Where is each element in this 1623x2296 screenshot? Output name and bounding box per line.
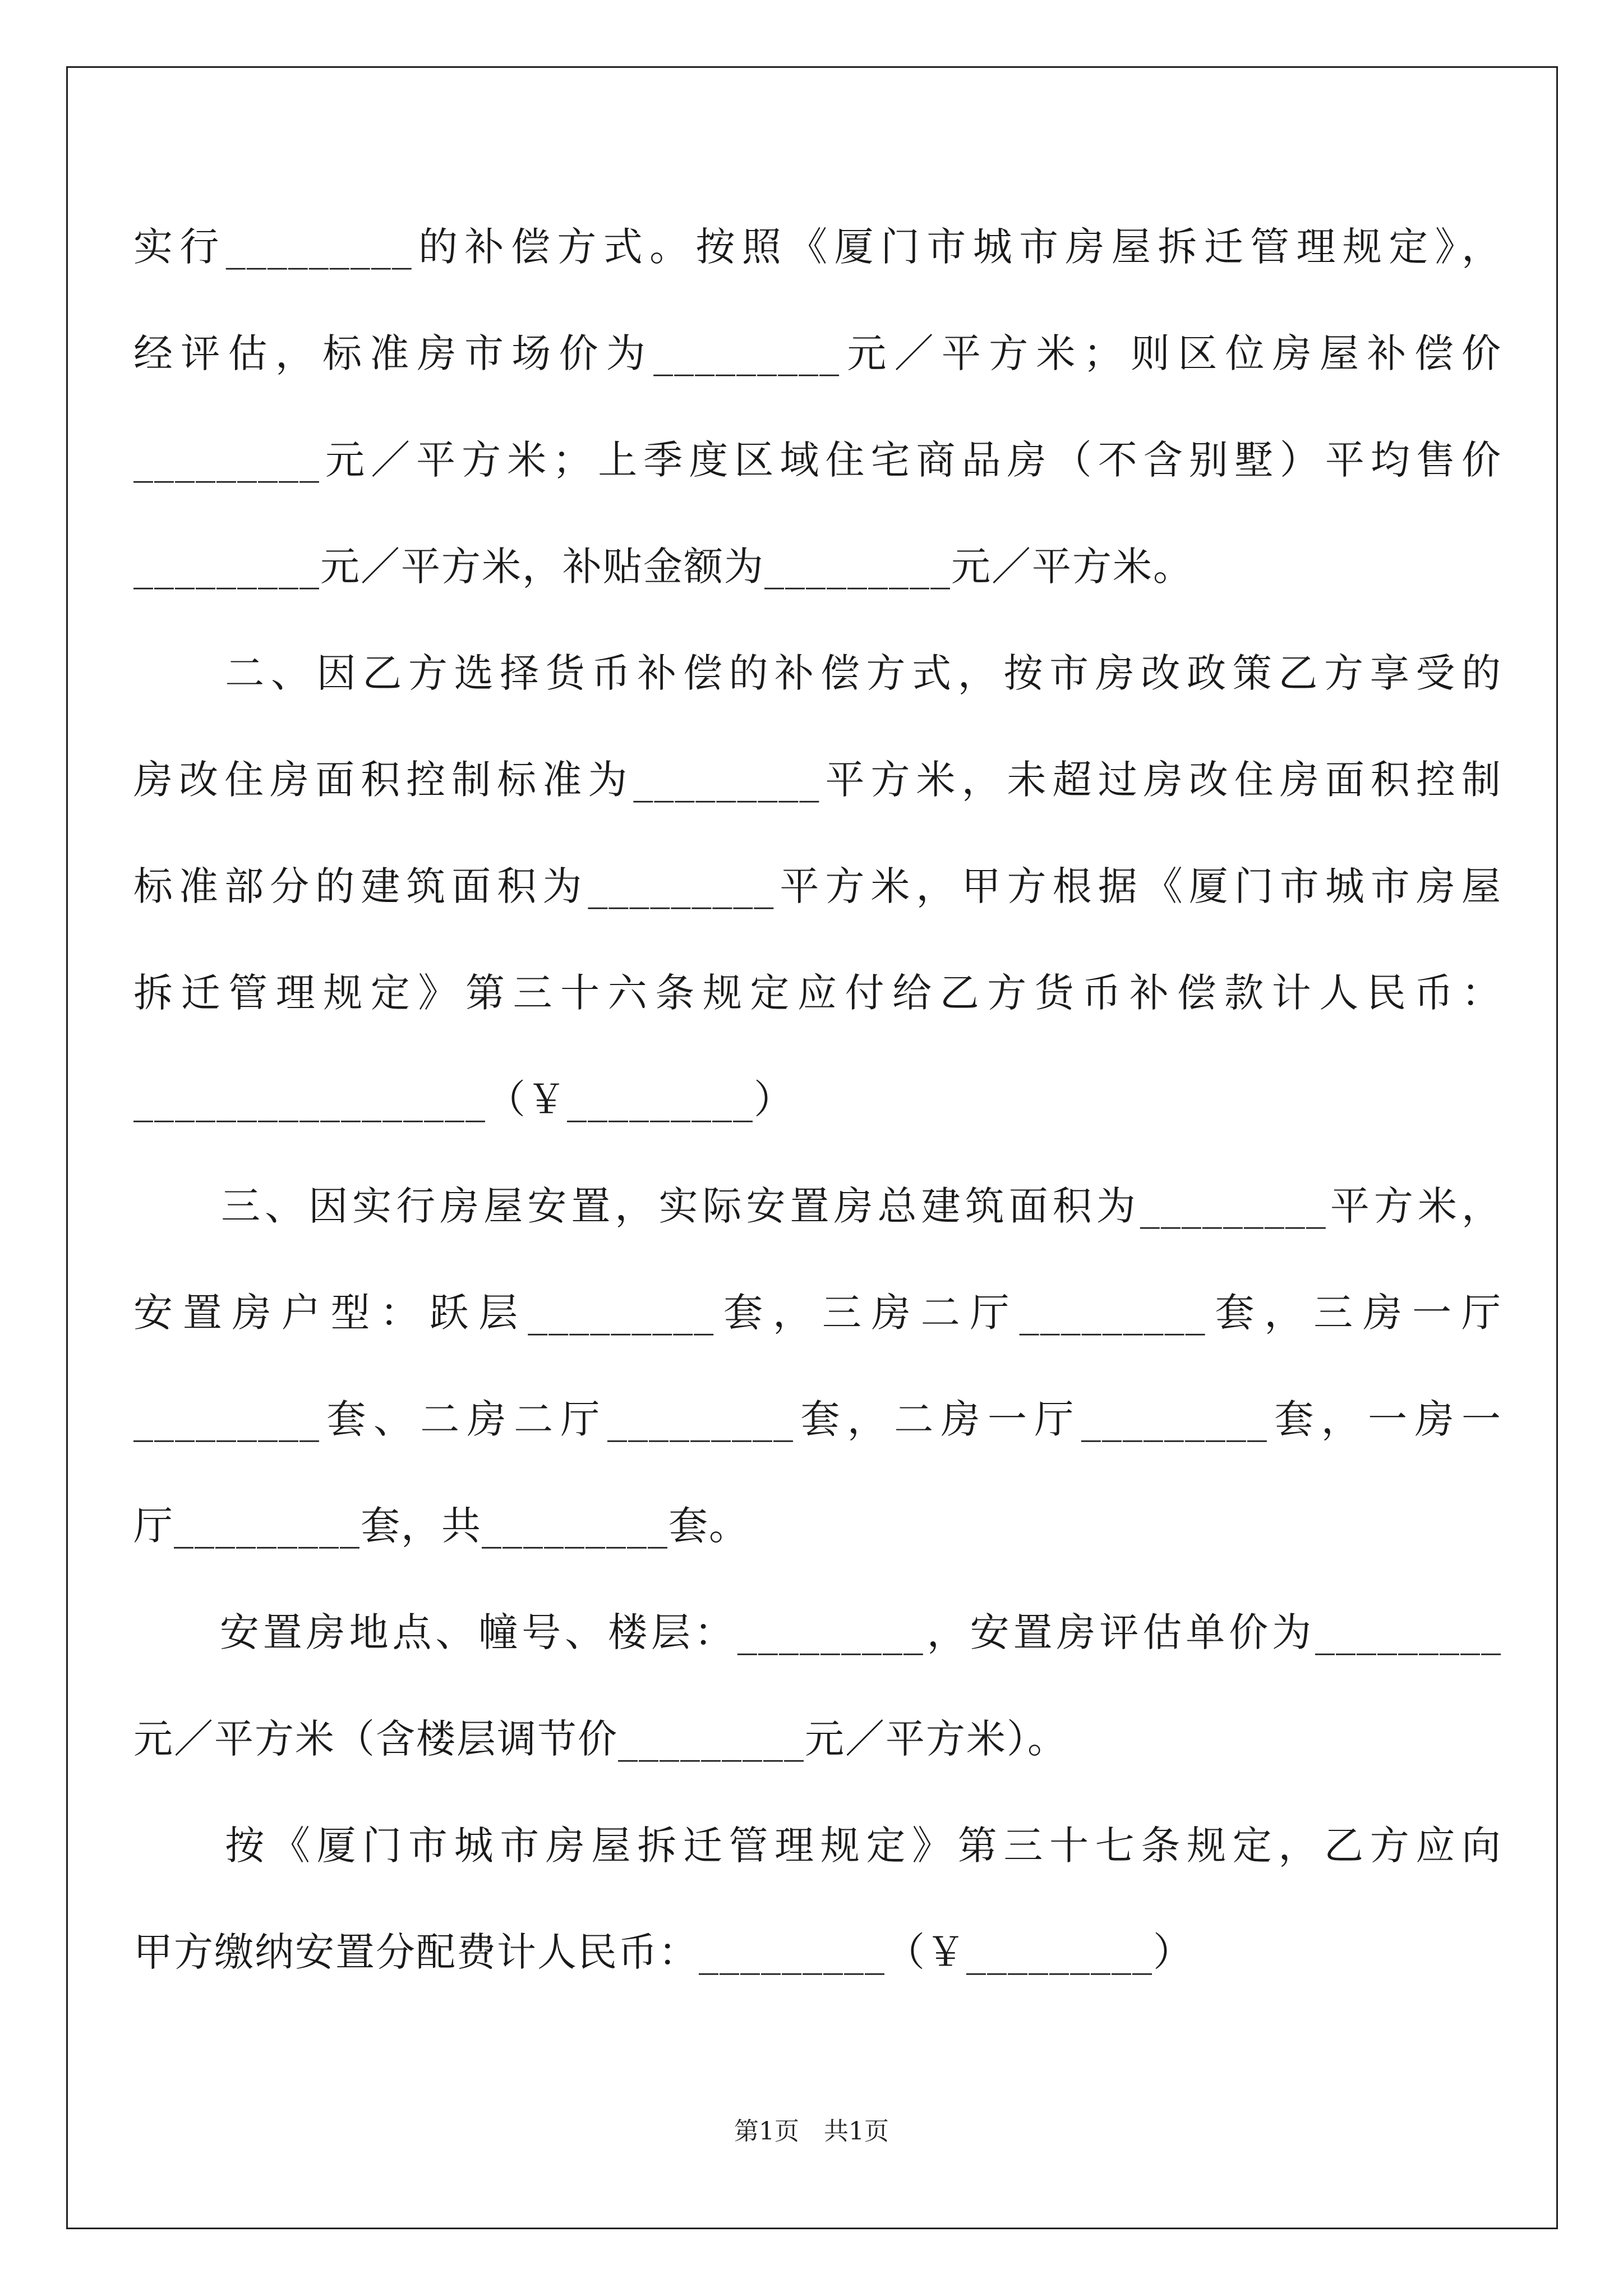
- text-line: 按《厦门市城市房屋拆迁管理规定》第三十七条规定，乙方应向: [133, 1823, 1502, 1869]
- text-line: 元／平方米（含楼层调节价_________元／平方米）。: [133, 1716, 1068, 1762]
- text-line: _________元／平方米，补贴金额为_________元／平方米。: [133, 544, 1193, 590]
- text-line: 标准部分的建筑面积为_________平方米，甲方根据《厦门市城市房屋: [133, 863, 1502, 909]
- text-line: _________元／平方米；上季度区域住宅商品房（不含别墅）平均售价: [133, 437, 1502, 483]
- page-number: 第1页 共1页: [734, 2117, 889, 2146]
- text-line: 三、因实行房屋安置，实际安置房总建筑面积为_________平方米，: [133, 1183, 1502, 1229]
- text-line: 安置房户型：跃层_________套，三房二厅_________套，三房一厅: [133, 1290, 1502, 1336]
- page-border: [66, 66, 1558, 2229]
- text-line: 甲方缴纳安置分配费计人民币：_________（￥_________）: [133, 1929, 1193, 1975]
- text-line: _________________（￥_________）: [133, 1076, 794, 1122]
- text-line: 安置房地点、幢号、楼层：_________，安置房评估单价为_________: [133, 1609, 1502, 1655]
- text-line: _________套、二房二厅_________套，二房一厅_________套，一房一: [133, 1396, 1502, 1442]
- text-line: 房改住房面积控制标准为_________平方米，未超过房改住房面积控制: [133, 757, 1502, 803]
- text-line: 拆迁管理规定》第三十六条规定应付给乙方货币补偿款计人民币：: [133, 970, 1502, 1016]
- text-line: 实行_________的补偿方式。按照《厦门市城市房屋拆迁管理规定》，: [133, 224, 1502, 270]
- text-line: 二、因乙方选择货币补偿的补偿方式，按市房改政策乙方享受的: [133, 650, 1502, 696]
- text-line: 经评估，标准房市场价为_________元／平方米；则区位房屋补偿价: [133, 330, 1502, 376]
- text-line: 厅_________套，共_________套。: [133, 1503, 749, 1549]
